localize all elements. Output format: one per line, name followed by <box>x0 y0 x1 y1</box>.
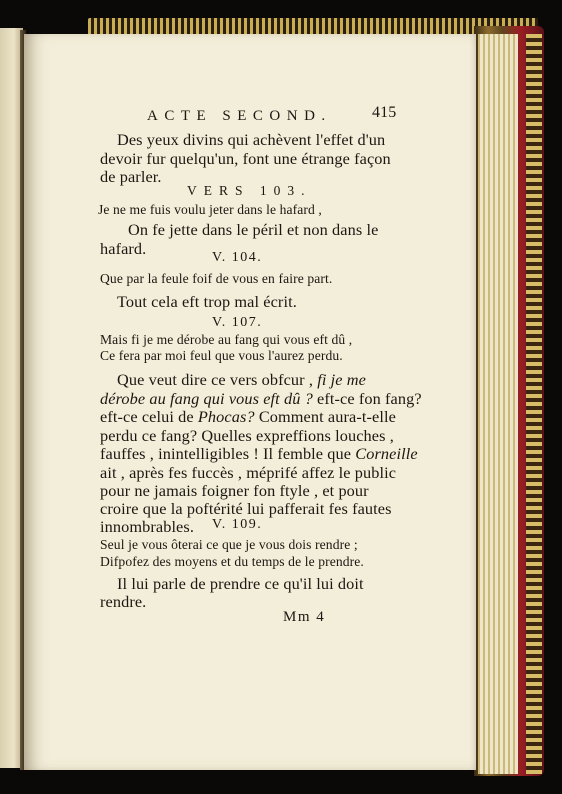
text-line: Tout cela eft trop mal écrit. <box>117 292 297 311</box>
text-line: Il lui parle de prendre ce qu'il lui doit <box>117 574 364 593</box>
verse-label: VERS 103. <box>187 183 312 198</box>
gilt-fore-edge <box>526 34 542 774</box>
verse-label: V. 107. <box>212 315 263 330</box>
text-line: de parler. <box>100 167 162 186</box>
verse-line: Que par la feule foif de vous en faire part. <box>100 271 333 286</box>
verse-line: Difpofez des moyens et du temps de le prendre. <box>100 554 364 569</box>
text-line: eft-ce celui de Phocas? Comment aura-t-elle <box>100 407 396 426</box>
text-line: croire que la poftérité lui pafferait fes fautes <box>100 499 392 518</box>
text-line: fauffes , inintelligibles ! Il femble que Corneille <box>100 444 418 463</box>
signature-mark: Mm 4 <box>283 609 326 625</box>
text-line: rendre. <box>100 592 147 611</box>
running-head: ACTE SECOND. <box>147 108 332 124</box>
text-line: perdu ce fang? Quelles expreffions louches , <box>100 426 394 445</box>
text-line: innombrables. <box>100 517 194 536</box>
text-line: Que veut dire ce vers obfcur , fi je me <box>117 370 366 389</box>
text-line: devoir fur quelqu'un, font une étrange façon <box>100 149 391 168</box>
text-line: pour ne jamais foigner fon ftyle , et pour <box>100 481 369 500</box>
text-line: hafard. <box>100 239 147 258</box>
page-number: 415 <box>372 104 397 121</box>
text-line: On fe jette dans le péril et non dans le <box>128 220 379 239</box>
text-line: ait , après fes fuccès , méprifé affez le public <box>100 463 397 482</box>
verse-line: Je ne me fuis voulu jeter dans le hafard , <box>98 202 322 217</box>
verse-line: Mais fi je me dérobe au fang qui vous eft dû , <box>100 332 353 347</box>
text-line: Des yeux divins qui achèvent l'effet d'un <box>117 130 386 149</box>
verse-label: V. 109. <box>212 517 263 532</box>
verse-line: Ce fera par moi feul que vous l'aurez perdu. <box>100 348 343 363</box>
text-line: dérobe au fang qui vous eft dû ? eft-ce fon fang? <box>100 389 422 408</box>
page-block-edge <box>478 34 518 774</box>
verse-label: V. 104. <box>212 250 263 265</box>
verse-line: Seul je vous ôterai ce que je vous dois rendre ; <box>100 537 358 552</box>
